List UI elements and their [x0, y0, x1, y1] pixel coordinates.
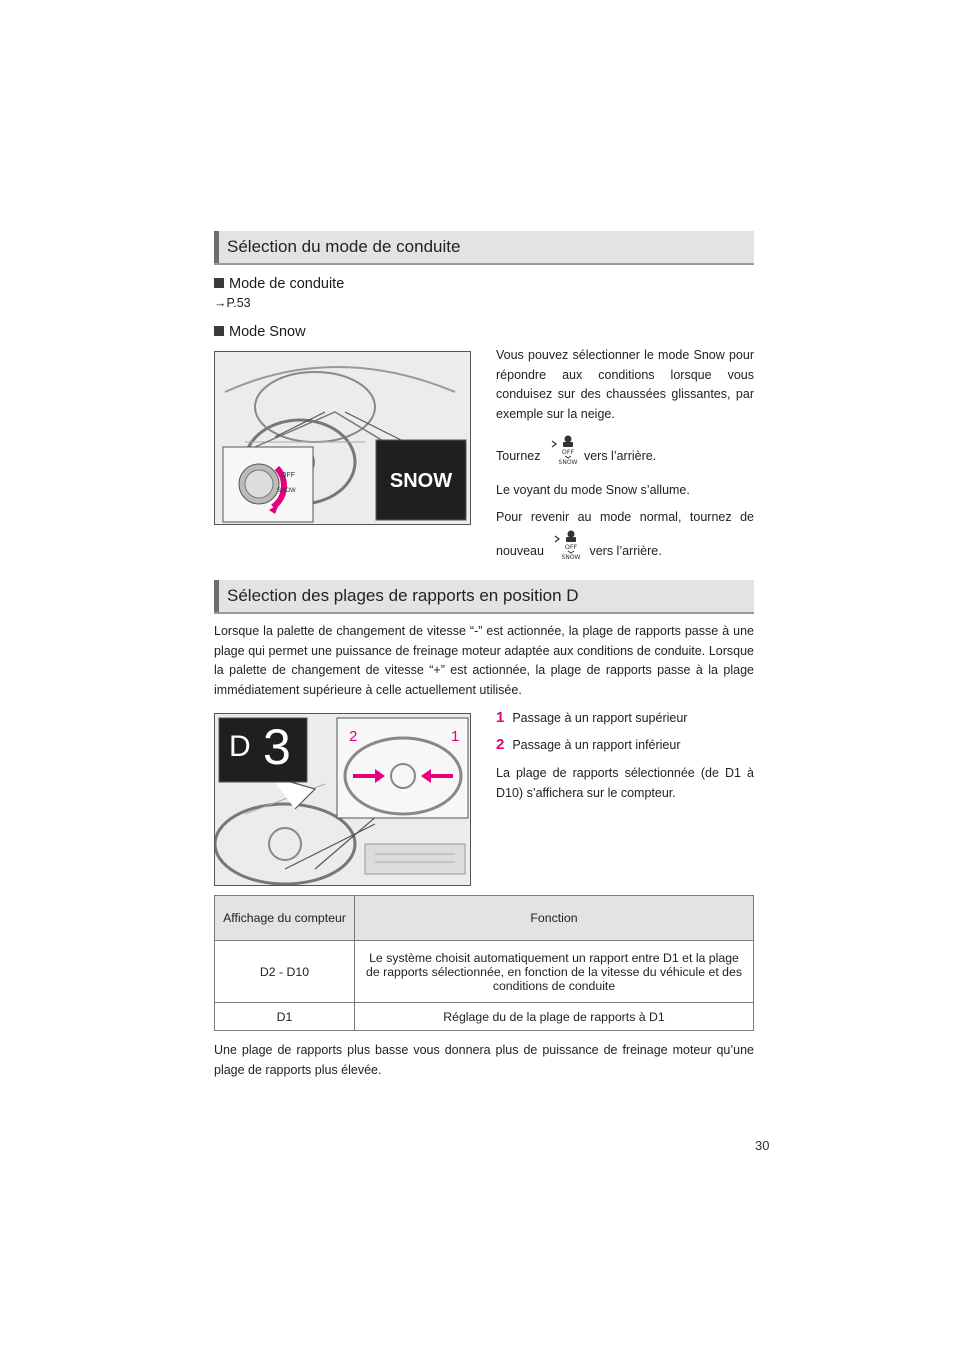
- gear-range-illustration: [214, 713, 471, 886]
- dashboard-drawing: [215, 352, 471, 525]
- return-instruction-continued: [496, 542, 754, 562]
- svg-text:OFF: OFF: [564, 543, 578, 551]
- column-header-function: Fonction: [355, 896, 754, 941]
- section-header-drive-mode: [214, 231, 754, 265]
- return-suffix: vers l’arrière.: [589, 544, 662, 558]
- section-title: Sélection des plages de rapports en position D: [227, 586, 579, 605]
- snow-switch-icon: [548, 435, 588, 465]
- turn-prefix: Tournez: [496, 449, 541, 463]
- page-reference-link[interactable]: →P.53: [214, 296, 251, 310]
- turn-suffix: vers l’arrière.: [583, 449, 657, 463]
- square-bullet-icon: [214, 278, 224, 288]
- square-bullet-icon: [214, 326, 224, 336]
- switch-snow-label: SNOW: [277, 488, 296, 494]
- snow-mode-heading-text: Mode Snow: [229, 324, 306, 340]
- paddle-label-downshift: 2: [349, 728, 358, 745]
- table-cell-function: Le système choisit automatiquement un rapport entre D1 et la plage de rapports sélectionnée, en fonction de la vitesse du véhicule et des conditions de conduite: [355, 941, 754, 1003]
- page-number: 30: [755, 1138, 770, 1153]
- turn-instruction: [496, 447, 754, 467]
- table-cell-display: D2 - D10: [215, 941, 355, 1003]
- paddle-label-upshift: 1: [451, 728, 460, 745]
- snow-mode-illustration: [214, 351, 471, 525]
- return-instruction: Pour revenir au mode normal, tournez de: [496, 510, 754, 524]
- drive-mode-heading-text: Mode de conduite: [229, 276, 345, 292]
- step-item: [496, 708, 754, 729]
- section-header-bar: [214, 231, 219, 263]
- table-cell-function: Réglage du de la plage de rapports à D1: [355, 1003, 754, 1031]
- snow-switch-icon: [551, 530, 591, 560]
- column-header-display: Affichage du compteur: [215, 896, 355, 941]
- svg-text:SNOW: SNOW: [561, 554, 581, 560]
- section-title: Sélection du mode de conduite: [227, 237, 461, 256]
- engine-braking-note: Une plage de rapports plus basse vous donnera plus de puissance de freinage moteur qu’une plage de rapports plus élevée.: [214, 1043, 754, 1077]
- return-prefix: nouveau: [496, 544, 544, 558]
- range-display-note: La plage de rapports sélectionnée (de D1 à D10) s’affichera sur le compteur.: [496, 766, 754, 800]
- section-header-gear-range: [214, 580, 754, 614]
- section-header-bar: [214, 580, 219, 612]
- step-text: Passage à un rapport supérieur: [512, 711, 688, 725]
- table-header-row: [215, 896, 754, 941]
- step-text: Passage à un rapport inférieur: [512, 738, 681, 752]
- snow-indicator-display: SNOW: [389, 470, 453, 492]
- table-cell-display: D1: [215, 1003, 355, 1031]
- snow-description: Vous pouvez sélectionner le mode Snow pour répondre aux conditions lorsque vous conduisez sur des chaussées glissantes, par exemple sur la neige.: [496, 348, 754, 421]
- table-row: [215, 1003, 754, 1031]
- table-row: [215, 941, 754, 1003]
- gear-range-table: [214, 895, 754, 1031]
- display-gear-number: 3: [263, 719, 291, 775]
- svg-text:SNOW: SNOW: [558, 459, 578, 465]
- step-number: 2: [496, 736, 505, 753]
- step-item: [496, 735, 754, 756]
- steering-wheel-drawing: [215, 714, 471, 886]
- snow-indicator-text: Le voyant du mode Snow s’allume.: [496, 483, 690, 497]
- gear-range-intro: Lorsque la palette de changement de vitesse “-” est actionnée, la plage de rapports passe à une plage qui permet une puissance de freinage moteur adaptée aux conditions de conduite. Lorsque la palette de changement de vitesse “+” est actionnée, la plage de rapports passe à la plage immédiatement supérieure à celle actuellement utilisée.: [214, 624, 754, 697]
- switch-off-label: OFF: [281, 472, 295, 479]
- display-gear-letter: D: [229, 730, 251, 763]
- svg-text:OFF: OFF: [561, 448, 575, 456]
- step-number: 1: [496, 709, 505, 726]
- snow-mode-heading: [214, 324, 306, 340]
- drive-mode-heading: [214, 276, 344, 292]
